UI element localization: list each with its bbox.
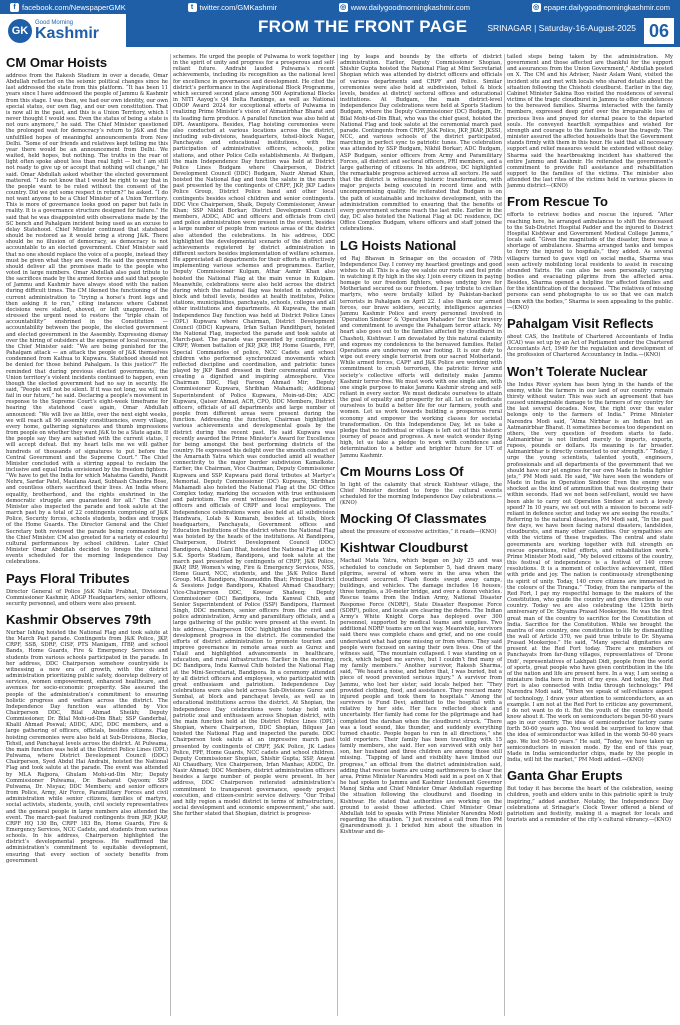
headline-pahalgam-visit-reflects[interactable]: Pahalgam Visit Reflects [507, 315, 654, 331]
article-body: In light of the calamity that struck Kishtwar village, the Chief Minister decided to forgo the cultural events scheduled for the morning Independence Day celebrations.—(KNO) [340, 481, 502, 507]
social-bar [0, 0, 680, 14]
article-body: about CAS, the Institute of Chartered Accountants of India (ICAI) was set up by an Act of Parliament under the Chartered Accountants Act, 1949 for the regulation and development of the profession of Chartered Accountancy in India.—(KNO) [507, 333, 673, 359]
column-divider [170, 54, 171, 1016]
masthead [0, 14, 680, 47]
globe-icon: ◎ [340, 3, 347, 11]
headline-cm-mourns-loss[interactable]: Cm Mourns Loss Of [340, 463, 464, 479]
article-body: address from the Rakesh Stadium in over a decade, Omar Abdullah reflected on the seismic political changes since he last addressed the state from this platform. “It has been 11 years since I have addressed the people of Jammu & Kashmir from this stage. I was then, we had our own identity, our own special status, our own flag, and our own constitution. That is now all in the past, and this is a Union Territory, which I never thought I would see. Even the status of being a state is not ours anymore,” he said. The Chief Minister questioned the prolonged wait for democracy’s return to J&K and the unfulfilled hopes of meaningful announcements from New Delhi. “Some of our friends and relatives kept telling me this year there would be an announcement from Delhi. We waited, held hopes, but nothing. The truths in the rear of light often spoke about less than real light — but I am still not ready to give up or accept that nothing will change,” he said. Omar Abdullah asked whether the elected government mattered. “I do not know that I would be right to say that in the people want to be ruled without the consent of the country. Did we get some respect in return?” he asked. “I do not want anyone to be a Chief Minister of a Union Territory. This is more of governance looks good on paper but fails in reality. It is a governance structure designed for failure.” He said that he was disappointed with observations made by the SC bench and Pahalgam incident being used as an excuse to delay Statehood. Chief Minister continued that statehood should be restored as it would bring a strong J&K. There should be no illusion of democracy, as democracy is not accountable to an elected government. Chief Minister said that no one should replace the voice of a people, instead they must be given what they are owed. He said the government should deliver all the promises made to the people who voted in large numbers. Omar Abdullah also paid tribute to the sacrifices made by the armed forces and said that people of Jammu and Kashmir have always stood with the nation during difficult times. The CM likened the functioning of the current administration to “trying a horse’s front legs and then asking it to run,” citing instances where Cabinet decisions were stalled, shoved, or left unapproved. He stressed the urgent need to restore the “triple chain of accountability” enshrined in the Constitution — accountability between the people, the elected government and elected government in the Assembly. Expressing dismay over the hiring of outsiders at the expense of local resources, the Chief Minister said: “We are being punished for the Pahalgam attack — an attack the people of J&K themselves condemned from Kathua to Kupwara. Statehood should not be denied for those behind Pahalgam. Is this justice?” He reminded that during previous elected governments, the Union territory’s violent incidents continued to happen, even though the elected government had no say in security. He said, “People will not be silent. If it was not long, we will not fail in our future,” he said. Declaring a people’s movement in response to the Supreme Court’s eight-week timeframe for hearing the statehood case again, Omar Abdullah announced: “We will live as little, over the next eight weeks, we will reach all 90 assembly constituencies, every village, every home, gathering signatures and thumb impressions from people on whether they want J&K to be a State again. If the people say they are satisfied with the current status, I will accept defeat. But my heart tells me we will gather hundreds of thousands of signatures to put before the Central Government and the Supreme Court.” The Chief Minister concluded with a stirring appeal to reclaim the inclusive and equal India envisioned by the freedom fighters. “We have to get the India for which Mahatma Gandhi, Pandit Nehru, Sardar Patel, Maulana Azad, Subhash Chandra Bose, and countless others sacrificed their lives. An India where equality, brotherhood, and the rights enshrined in the democratic struggle are guaranteed for all.” The Chief Minister also inspected the parade and took salute at the march past by a total of 22 contingents comprising of J&K Police, Security forces, schools students, bodies and troops of the Home Guards. The Director General and the Chief Secretary both reviewed the parade being commanded by the Chief Minister. CM also greeted for a variety of colourful cultural performances by school children. Later Chief Minister Omar Abdullah decided to forego the cultural events scheduled for the morning Independence Day celebrations. [6, 73, 168, 566]
page-number: 06 [644, 18, 674, 44]
headline-mocking-of-classmates[interactable]: Mocking Of Classmates [340, 511, 487, 527]
logo-mark: GK [8, 19, 32, 43]
headline-pays-floral-tributes[interactable]: Pays Floral Tributes [6, 570, 130, 586]
headline-wont-tolerate-nuclear[interactable]: Won’t Tolerate Nuclear [507, 363, 648, 379]
article-body: ed Raj Bhavan in Srinagar on the occasion of 79th Independence Day. I convey my heartiest greetings and good wishes to all. This is a day we salute our roots and feel pride in watching it fly high in the sky. I join every citizen in paying homage to our freedom fighters, whose undying love for Motherland secured us our freedom. I pay tribute to civilian martyrs, who were brutally killed by Pakistan-backed terrorists in Pahalgam on April 22. I also thank our armed forces, our brave soldiers, security, intelligence agencies Jammu Kashmir Police and every personnel involved in ‘Operation Sindoor’ & ‘Operation Mahadev’ for their bravery and commitment to avenge the Pahalgam terror attack. My heart also goes out to the families affected by cloudburst in Chashoti, Kishtwar. I am devastated by this natural calamity and express my condolences to the bereaved families. Relief Operations are underway on war footing. It is our duty to wipe out every single terrorist from our sacred Motherland. While armed forces, CAPF and J&K Police are working with commitment to crush terrorism, the patriotic fervor and society’s collective efforts will definitely make Jammu Kashmir terror-free. We must work with one single aim, with one single purpose to make Jammu Kashmir strong and self-reliant in every sector. We must dedicate ourselves to attain the goal of equality and prosperity for all. Let us rededicate ourselves to build a better life for our farmers, youth and women. Let us work towards building a prosperous rural economy and empower the working classes for societal transformation. On this Independence Day, let us take a pledge that no individual or village is left out of this historic journey of peace and progress. A new watch wonder flying high, let us take a pledge to work with confidence and determination to a better and brighter future for UT of Jammu Kashmir. [340, 255, 502, 459]
website-link[interactable]: ◎ www.dailygoodmorningkashmir.com [340, 2, 470, 12]
globe-icon: ◎ [533, 3, 540, 11]
logo-small-text: Good Morning [35, 19, 74, 26]
column-divider [504, 54, 505, 1016]
facebook-link[interactable]: f facebook.com/NewspaperGMK [10, 3, 126, 12]
section-title: FROM THE FRONT PAGE [258, 17, 468, 36]
article-body: schemes. He urged the people of Pulwama to work together in the spirit of unity and progress for a prosperous and self-reliant future. Andrabi lauded Pulwama’s recent achievements, including its recognition as the national level for excellence in governance and development. He cited the district’s performance in the Aspirational Block Programme, which secured second place among 500 Aspirational Blocks in NITI Aayog’s Q4 Delta Rankings, as well as National ODOP Award 2024 for exceptional efforts of Pulwama in realizing Prime Minister’s vision of Atmanirbhar Bharat and its leading farm produce. A parallel function was also held at DPL Awantipora. Besides, Flag hoisting ceremonies were also conducted at various locations across the district, including sub-divisions, headquarters, tehsil-block Nagar, Panchayats and educational institutions, with the participation of administrative officers, schools, police stations, and other Police Cells establishments. At Budgam, the main Independence Day function was held at District Police Lines Budgam where Chairperson, District Development Council (DDC) Budgam, Nazir Ahmad Khan, hoisted the National flag and took the salute in the march past presented by the contingents of CRPF, JKP, JKP Ladies Police Group, District Police band and other local contingents besides school children and senior contingents. DDC Vice Chairperson, Shaik, Deputy Commissioner, Anwar Khan; SSP Nikhil Borkar; District Development Council members, ADDC, ADC and officers and officials from civil and police administration were present in the event, besides a large number of people from various areas of the district also attended the celebrations. In his address, DDC highlighted the developmental scenario of the district and achievements registered by district administration in different sectors besides implementation of welfare schemes. He appreciated all departments for their efforts in effectively implementing various schemes and programmes. Earlier, Deputy Commissioner Kulgam, Athar Aamir Khan also hoisted the National Flag at the main venue in Kulgam. Meanwhile, celebrations were also held across the district during which the national flag was hoisted in subdivision, block and tehsil levels, besides at health institutes, Police stations, municipalities, panchayats, schools, colleges and all other institutions and departments. At Kupwara, the main Independence Day function was held at District Police Lines (DPL) Kupwara where Chairman, District Development Council (DDC) Kupwara, Irfan Sultan Pandithpuri, hoisted the National Flag, inspected the parade and took salute at March-past. The parade was presented by contingents of CRPF, Women battalion of JKP, JKP, IRP, Home Guards, FPF, Special Commandos of police, NCC Cadets and school children who performed synchronized movements which reflected discipline and coordination, and patriotic tunes played by JKP Band dressed in their ceremonial uniforms creating a dignified and inspiring atmosphere. Vice Chairman DDC, Haji Farooq Ahmad Mir; Deputy Commissioner Kupwara, Shribhan Mahamadi; Additional Superintendent of Police Kupwara, Moin-ud-Din; ADC Kupwara, Qaiser Ahmad, ACR, CPO, DDC Members, District officers, officials of all departments and large number of people from different areas were present during the function. Addressing the function, Chairman highlighted various achievements and developmental goals by the district during the recent past. He said Kupwara was recently awarded the Prime Minister’s Award for Excellence for being amongst the best performing districts of the country. He expressed his delight over the smooth conduct of the Amarnath Yatra which was conducted amid all weather connectivity to the major border subdivision Kamalkote. Earlier, the Chairman, Vice Chairman, Deputy Commissioner Kupwara and SSP Kupwara paid floral tributes at Martyr’s Memorial. Deputy Commissioner (DC) Kupwara, Shribhan Mahamadi also hoisted the National Flag at the DC Office Complex today, marking the occasion with true enthusiasm and patriotism. The event witnessed the participation of officers and officials of CRPF and local employees. The Independence celebrations were also held at all subdivision Handwara, Lolab & Kumarah, besides at tehsils, block headquarters, Panchayats, Government offices and Education Institutions of the district where the National Flag was hoisted by the heads of the institutions. At Bandipora, Chairperson, District Development Council (DDC) Bandipora, Abdul Gani Bhat, hoisted the National Flag at the S.K. Sports Stadium, Bandipora, and took salute at the march past presented by contingents of CRPF, J&K Police, JKAP, IRP, Women’s wing, Fire & Emergency Services, NSS, Home Guard, NCC, students, and the J&K Police Band Group. MLA Bandipora, Nizamuddin Bhat; Principal District & Sessions Judge Bandipora, Khateel Ahmad Chaudhary; Vice-Chairperson DDC, Kowsar Shafeeq; Deputy Commissioner (DC) Bandipora, Indu Kanwal Chib, and Senior Superintendent of Police (SSP) Bandipora, Harmeet Singh, DDC members, senior officers from the civil and police administration, Army and paramilitary officials, and a large gathering of the public were present at the event. In his address, Chairperson DDC highlighted the remarkable development progress in the district. He commended the efforts of district administration to promote tourism and improve governance in remote areas such as Gurez and Tulail and highlighted advancements in healthcare, education, and rural infrastructure. Earlier in the morning, DC Bandipora, Indu Kanwal Chib hoisted the National Flag at the Mini-Secretariat, Bandipora. In a ceremony attended by all district officers and employees, who participated with great enthusiasm and patriotism. Independence Day celebrations were also held across Sub-Divisions Gurez and Sumbal, at block and panchayat levels, as well as in educational institutions across the district. At Shopian, the Independence Day celebrations were today held with patriotic zeal and enthusiasm across Shopian district, with the main function held at the District Police Lines (DPL) Shopian, where Chairperson, DDC Shopian, Bilques Jan hoisted the National Flag and inspected the parade. DDC Chairperson took salute at an impressive march past presented by contingents of CRPF, J&K Police, JK Ladies Police, FPF, Home Guards, NCC cadets and school children. Deputy Commissioner Shopian, Shishir Gupta; SSP, Anayat Ali Chaudhary, Vice Chairperson, Irfan Manhas; ADDC, Dr. Nasir Ahmad; DDC Members, district administration officers besides a large number of people were present. In her address, DDC Chairperson reiterated administration’s commitment to transparent governance, speedy project execution, and citizen-centric service delivery. “Our Tribal and hilly region a model district in terms of infrastructure, social development and economic empowerment,” she said. She further stated that Shopian, district is progress- [173, 54, 335, 818]
article-body: tailed steps being taken by the administration. My government and those affected are thankful for the support and assurances from the Union Government,” Abdullah posted on X. The CM and his Adviser, Nasir Aslam Wani, visited the incident site and met with locals who shared details about the situation following the Chishoti cloudburst. Earlier in the day, Cabinet Minister Sakina Itoo visited the residences of several victims of the tragic cloudburst in Jammu to offer condolences to the bereaved families. Sharma interacted with the family members, expressed deep grief over the irreparable loss of precious lives and prayed for eternal peace to the departed souls. He conveyed heartfelt sympathies and wished for strength and courage to the families to bear the tragedy. The minister assured the affected households that the Government stands firmly with them in this hour. He said that all necessary support and relief measures would be extended without delay. Sharma said the heartbreaking incident has shattered the entire Jammu and Kashmir. He reiterated the government’s commitment to provide full assistance and rehabilitation support to the families of the victims. The minister also attended the last rites of the victims held in various places in Jammu district—(KNO) [507, 54, 673, 190]
article-body: ing by leaps and bounds by the efforts of district administration. Earlier, Deputy Commissioner Shopian, Shishir Gupta hoisted the National Flag at Mini Secretariat Shopian which was attended by district officers and officials of various departments and CRPF and Police. Similar ceremonies were also held at subdivision, tehsil & block levels, besides at district/ sectoral offices and educational institutions. At Budgam, the main district-level Independence Day celebrations were held at Sports Stadium Budgam, where the Deputy Commissioner (DC) Budgam, Dr. Bilal Mohi-ud-Din Bhat, who was the chief guest, hoisted the National Flag and took salute at the ceremonial march past parade. Contingents from CRPF, J&K Police, JKP, JKAP, JKSSI, NCC, and various schools of the district participated, marching in perfect sync to patriotic tunes. The celebration was attended by SSP Budgam, Nikhil Borkar; ADC Budgam, ASP Budgam, senior officers from Army and Paramilitary Forces, all district and sectoral officers, PRI members, and a large gathering of citizens. In his address, DC highlighted the remarkable progress achieved across all sectors. He said that the district is witnessing historic transformation, with major projects being executed in record time and with uncompromising quality. He reiterated that Budgam is on the path of sustainable and inclusive development, with the administration committed to ensuring that the benefits of every government scheme reach the last mile. Earlier in the day, DC also hoisted the National Flag at DC residence, DC Office Complex Budgam, where officers and staff joined the celebrations. [340, 54, 502, 233]
edition-date: SRINAGAR | Saturday-16-August-2025 [487, 23, 636, 33]
logo-title: Kashmir [35, 24, 100, 42]
column-4 [507, 54, 673, 1016]
article-body: the Indus River system has been lying in the hands of the enemy, while the farmers in our land of our country remain thirsty without water. This was such an agreement that has caused unimaginable damage to the farmers of my country for the last several decades. Now, the right over the water belongs only to the farmers of India.” Prime Minister Narendra Modi said, “Atma Nirbhar is an Indian but an Aatmanirbhar Bharat. It sometimes becomes too dependent on others, the very question of freedom starts to fade. Aatmanirbhar is not limited merely to imports, exports, rupees, pounds or dollars. Its meaning is far broader. Aatmanirbhar is directly connected to our strength.” “Today, I urge the young scientists, talented youth, engineers, professionals and all departments of the government that we should have our jet engines for our own Made in India fighter jets,” PM Modi said. He said, “We have seen the wonders of Made in India in Operation Sindoor. Even the enemy was shocked as the kind of ammunition that was destroying their within seconds. Had we not been self-reliant, would we have been able to carry out Operation Sindoor at such a lovely speed? In 10 years, we set out with a mission to become self-reliant in defence sector, and today we are seeing the results.” Referring to the natural disasters, PM Modi said, “In the past few days, we have been facing natural disasters, landslides, cloudbursts, and many other calamities. Our sympathies are with the victims of these tragedies. The central and state governments are working together with full strength on rescue operations, relief efforts, and rehabilitation work.” Prime Minister Modi said, “My beloved citizens of the country, this festival of independence is a festival of 140 crore resolutions. It is a moment of collective achievement, filled with pride and joy. The nation is continuously strengthening its spirit of unity. Today, 140 crore citizens are immersed in the colours of the Tiranga.” “Today, from the ramparts of the Red Fort, I pay my respectful homage to the makers of the Constitution, who guide the country and give direction to our country. Today we are also celebrating the 125th birth anniversary of Dr. Shyama Prasad Mookerjee. He was the first great man of the country to sacrifice for the Constitution of India. Sacrifice for the Constitution. While we brought the mantra of one country, one constitution to life by dismantling the wall of Article 370, we paid true tribute to Dr. Shyama Prasad Mookerjee.” He said, “Many special dignitaries are present at the Red Fort today. There are members of Panchayats from far-flung villages, representatives of ‘Drone Didi’, representatives of Lakhpati Didi, people from the world of sports, great people who have given contribution in the life of the nation and life are present here. In a way, I am seeing a miniature India here in front of my eyes. And today, the Red Fort is also connected with India through technology.” PM Narendra Modi said, “When we speak of self-reliance aspect of technology, I draw your attention to semiconductors, as an example. I am not at the Red Fort to criticize any government, I do not want to do it. But the youth of the country should know about it. The work on semiconductors began 50-60 years ago in our country. The idea of semiconductor factory came forth 50-60 years ago. You would be surprised to know that the idea of semiconductor was killed in the womb 50-60 years ago. We lost 50-60 years.” He said, “Today, we have taken up semiconductors in mission mode. By the end of this year, Made in India semiconductor chips, made by the people in India, will hit the market,” PM Modi added.—(KNO) [507, 381, 673, 764]
article-body: about the pressure of excessive activities,” it reads—(KNO) [340, 529, 497, 536]
twitter-icon: t [188, 3, 197, 12]
article-body: Director General of Police J&K Nalin Prabhat, Divisional Commissioner Kashmir, ADGP Headquarters, senior officers, security personnel, and others were also present. [6, 588, 168, 607]
column-divider [337, 54, 338, 1016]
headline-kishtwar-cloudburst[interactable]: Kishtwar Cloudburst [340, 540, 468, 556]
header-band [126, 14, 680, 47]
article-body: Nurbar Ishfaq hoisted the National Flag and took salute at the March Past parade. Contingents from J&K Police, JKP, CRPF, SSB, SDRF, CISF, PTS Manigam, ITBP, and school Bands, Home Guards, Fire & Emergency Services and students from various schools participated in the parade. In her address, DDC Chairperson somehow countryside is witnessing a new era of growth, with the district administration prioritizing public safety, doorstep delivery of services, women empowerment, enhanced healthcare, and avenues for socio-economic prosperity. She assured the people of the administration’s commitment to ensuring holistic progress and welfare across the district. The Independence Day function was attended by Vice Chairperson DDC, Bilal Ahmad Sheikh; Deputy Commissioner, Dr. Bilal Mohi-ud-Din Bhat; SSP Ganderbal, Khalil Ahmad Poswal; ADDC, ADC, DDC members, and a large gathering of officers, officials, besides citizens. Flag hoisting ceremonies were also held at Sub-Divisions, Blocks, Tehsil, and Panchayat levels across the district. At Pulwama, the main function was held at the District Police Lines (DPL) Pulwama, where District Development Council (DDC) Chairperson, Syed Abdul Hai Andrabi, hoisted the National Flag and took salute at the parade. The event was attended by MLA Rajpora, Ghulam Mohi-ud-Din Mir; Deputy Commissioner Pulwama, Dr. Basharat Qayoom; SSP Pulwama, Dr. Nisyaz; DDC Members; and senior officers from Police, Army, Air Force, Paramilitary Forces and civil administration while senior citizens, families of martyrs, social activists, students, youth, civil society representatives and the general people in large numbers also attended the event. The march-past featured contingents from JKP, JKAP, CRPF HQ 130 Bn, CRPF 183 Bn, Home Guards, Fire & Emergency Services, NCC Cadets, and students from various schools. In his address, Chairperson highlighted the district’s developmental progress. He reaffirmed the administration’s commitment to equitable development, ensuring that every section of society benefits from government [6, 629, 168, 864]
article-body: But today it has become the heart of the celebration, seeing children, youth and elders unite in this patriotic spirit is truly inspiring,” added another. Notably, the Independence Day celebrations at Srinagar’s Clock Tower offered a blend of patriotism and festivity, making it a magnet for locals and tourists and a reminder of the city’s cultural vibrancy.—(KNO) [507, 786, 673, 824]
column-1 [6, 54, 168, 1016]
headline-kashmir-observes-79th[interactable]: Kashmir Observes 79th [6, 611, 152, 627]
epaper-link[interactable]: ◎ epaper.dailygoodmorningkashmir.com [533, 2, 670, 12]
article-body: Machail Mata Yatra, which began on July 25 and was scheduled to conclude on September 5, had drawn many pilgrims, several of whom were in the area when the cloudburst occurred. Flash floods swept away camps, buildings, and vehicles. The damage includes 16 houses, three temples, a 30-meter bridge, and over a dozen vehicles. Rescue teams from the Indian Army, National Disaster Response Force (NDRF), State Disaster Response Force (SDRF), police, and locals are clearing the debris. The Indian Army’s White Knight Corps has deployed over 300 personnel, supported by medical teams and supplies. Two additional NDRF teams are on the way. Meanwhile, survivors said there was complete chaos and grief, and no one could understand what had gone missing or from where. They said people were focused on saving their own lives. One of the witness said, “The mountain collapsed. I was standing on a rock, which helped me survive, but I couldn’t find many of my family members.” Another survivor, Rakesh Sharma, said, “We heard a noise, and before that, I was buried, but a piece of wood prevented serious injury.” A survivor from Jammu, who lost her sister, said locals helped her. “They provided clothing, food, and assistance. They rescued many injured people and took them to hospitals.” Among the survivors is Fund Devi, admitted to the hospital with a relative by her side. Her face reflected shock and uncertainty. Her family had come for the pilgrimage and had completed the darshan when the cloudburst struck. “There was a loud sound, like thunder, and suddenly everything turned chaotic. People began to run in all directions,” she told reporters. Their family has been travelling with 15 family members, she said. Her son survived with only her son, her husband and three children are among those still missing. “Tapping of land and visibility have limited our progress,” an official from the district administration said, adding that rescue teams are using earthmovers to clear the area. Prime Minister Narendra Modi said in a post on X that he had spoken to Jammu and Kashmir Lieutenant Governor Manoj Sinha and Chief Minister Omar Abdullah regarding the situation following the cloudburst and flooding in Kishtwar. He stated that authorities are working on the ground to assist those affected. Chief Minister Omar Abdullah told to speaks with Prime Minister Narendra Modi regarding the situation. “I just received a call from Hon PM @narendramodi ji. I briefed him about the situation in Kishtwar and de- [340, 558, 502, 836]
twitter-link[interactable]: t twitter.com/GMKashmir [188, 3, 278, 12]
headline-from-rescue-to[interactable]: From Rescue To [507, 194, 608, 210]
headline-ganta-ghar-erupts[interactable]: Ganta Ghar Erupts [507, 768, 623, 784]
column-3 [340, 54, 502, 1016]
article-body: efforts to retrieve bodies and rescue the injured. “After reaching here, he arranged ambulances to shift the deceased to the Sub-District Hospital Padder and the injured to District Hospital Kishtwar and Government Medical College Jammu,” locals said. “Given the magnitude of the disaster, there was a shortage of ambulances. Sharma arranged tanks and tempos to ferry the injured to hospitals,” they added. As several villagers turned to gave vigil on social media, Sharma was seen actively mobilizing local residents to assist in rescuing stranded Yatris. He can also be seen personally carrying bodies and evacuating pilgrims from the affected area. Besides, Sharma opened a helpline for affected families and for the identification of the deceased. “The relatives of missing persons can send photographs to us so that we can match them with the bodies,” Sharma is seen appealing to the public.—(KNO) [507, 212, 673, 311]
newspaper-logo[interactable] [0, 14, 126, 47]
facebook-icon: f [10, 3, 19, 12]
headline-lg-hoists-national[interactable]: LG Hoists National [340, 237, 457, 253]
headline-cm-omar-hoists[interactable]: CM Omar Hoists [6, 55, 108, 70]
column-2 [173, 54, 335, 1016]
